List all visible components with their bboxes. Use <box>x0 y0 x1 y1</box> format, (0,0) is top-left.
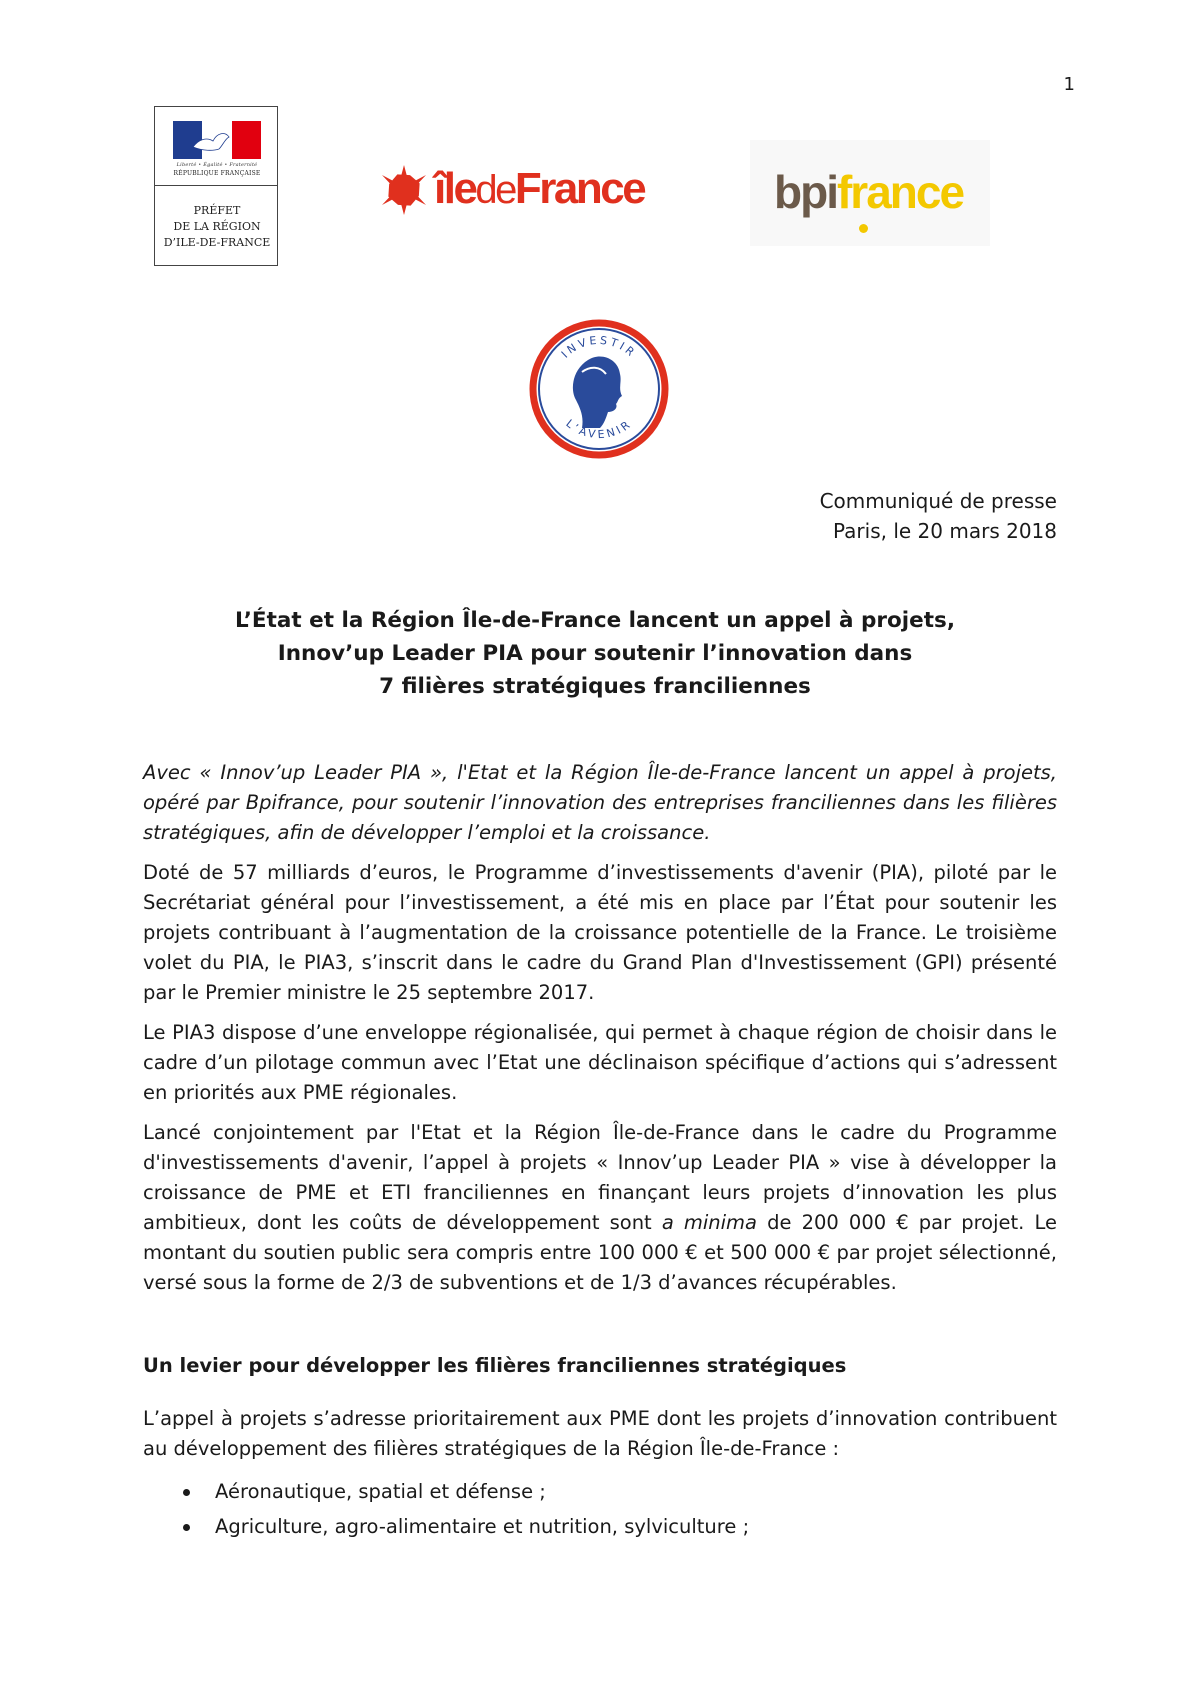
page-number: 1 <box>1063 74 1075 95</box>
paragraph-appel-part-a: Lancé conjointement par l'Etat et la Région Île-de-France dans le cadre du Programme d'investissements d'avenir, l’appel à projets « Innov’up Leader PIA » vise à développer la croissance de PME et ETI franciliennes en finançant leurs projets d’innovation les plus ambitieux, dont les coûts de développement sont <box>143 1121 1057 1234</box>
idf-part-ile: île <box>434 164 476 213</box>
iledefrance-star-icon <box>378 164 430 216</box>
investir-top-text: INVESTIR <box>558 333 639 361</box>
press-meta <box>700 486 1057 546</box>
filieres-list <box>143 1477 1057 1547</box>
prefet-divider <box>155 185 277 186</box>
prefet-republic: RÉPUBLIQUE FRANÇAISE <box>173 170 261 177</box>
lead-paragraph: Avec « Innov’up Leader PIA », l'Etat et la Région Île-de-France lancent un appel à projets, opéré par Bpifrance, pour soutenir l’innovation des entreprises franciliennes dans les filières stratégiques, afin de développer l’emploi et la croissance. <box>143 761 1057 844</box>
iledefrance-wordmark <box>434 164 644 215</box>
investir-avenir-logo <box>526 316 672 462</box>
list-item-text: Aéronautique, spatial et défense ; <box>215 1480 546 1503</box>
paragraph-pia3: Le PIA3 dispose d’une enveloppe régionalisée, qui permet à chaque région de choisir dans le cadre d’un pilotage commun avec l’Etat une déclinaison spécifique d’actions qui s’adressent en priorités aux PME régionales. <box>143 1021 1057 1104</box>
paragraph-appel-emphasis: a minima <box>661 1211 758 1234</box>
bpifrance-wordmark <box>774 164 963 220</box>
section-heading: Un levier pour développer les filières franciliennes stratégiques <box>143 1354 847 1377</box>
title-line-3: 7 filières stratégiques franciliennes <box>379 674 811 699</box>
press-date: Paris, le 20 mars 2018 <box>833 519 1057 543</box>
prefet-text: PRÉFET DE LA RÉGION D’ILE-DE-FRANCE <box>163 204 271 249</box>
paragraph-pia: Doté de 57 milliards d’euros, le Programme d’investissements d'avenir (PIA), piloté par le Secrétariat général pour l’investissement, a été mis en place par l’État pour soutenir les projets contribuant à l’augmentation de la croissance potentielle de la France. Le troisième volet du PIA, le PIA3, s’inscrit dans le cadre du Grand Plan d'Investissement (GPI) présenté par le Premier ministre le 25 septembre 2017. <box>143 861 1057 1004</box>
idf-part-france: France <box>514 164 645 213</box>
iledefrance-logo <box>378 162 698 218</box>
idf-part-de: de <box>475 168 515 212</box>
title-line-2: Innov’up Leader PIA pour soutenir l’innovation dans <box>277 641 913 666</box>
prefet-motto: Liberté • Égalité • Fraternité <box>176 162 258 168</box>
bpifrance-dot-icon <box>859 224 868 233</box>
investir-bottom-text: L’AVENIR <box>563 416 635 442</box>
paragraph-appel-part-b: de 200 000 € par projet. Le montant du soutien public sera compris entre 100 000 € et 500 000 € par projet sélectionné, versé sous la forme de 2/3 de subventions et de 1/3 d’avances récupérables. <box>143 1211 1057 1294</box>
list-item <box>143 1477 1057 1507</box>
press-type: Communiqué de presse <box>819 489 1057 513</box>
title-line-1: L’État et la Région Île-de-France lancent un appel à projets, <box>235 608 955 633</box>
prefet-logo <box>154 106 278 266</box>
document-title <box>150 604 1040 703</box>
list-item-text: Agriculture, agro-alimentaire et nutrition, sylviculture ; <box>215 1515 750 1538</box>
marianne-flag-icon <box>173 121 261 159</box>
bpi-part-bpi: bpi <box>774 166 837 218</box>
bullet-icon <box>183 1489 190 1496</box>
section-intro: L’appel à projets s’adresse prioritairement aux PME dont les projets d’innovation contribuent au développement des filières stratégiques de la Région Île-de-France : <box>143 1407 1057 1460</box>
bpi-part-france: france <box>836 166 964 218</box>
bpifrance-logo <box>750 140 990 246</box>
body-text <box>143 758 1057 1308</box>
paragraph-appel <box>143 1118 1057 1298</box>
section-body <box>143 1404 1057 1464</box>
bullet-icon <box>183 1524 190 1531</box>
list-item <box>143 1512 1057 1542</box>
